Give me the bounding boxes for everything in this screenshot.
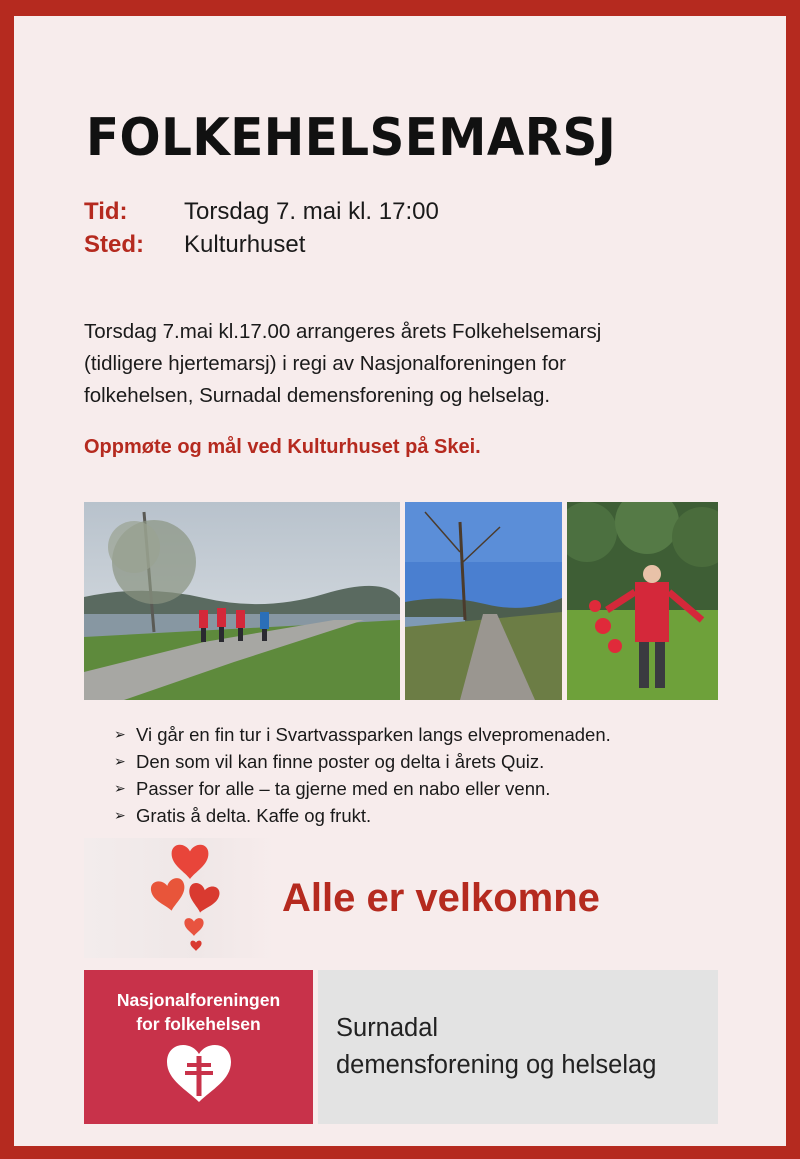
heart-icon <box>150 877 189 914</box>
heart-icon <box>172 845 209 879</box>
time-value: Torsdag 7. mai kl. 17:00 <box>184 198 439 225</box>
description-line: folkehelsen, Surnadal demensforening og helselag. <box>84 384 551 407</box>
welcome-heading: Alle er velkomne <box>282 876 600 920</box>
arrowhead-bullet-icon: ➢ <box>114 753 126 769</box>
list-item: ➢ Passer for alle – ta gjerne med en nabo eller venn. <box>114 775 611 802</box>
heart-icon <box>190 941 201 951</box>
arrowhead-bullet-icon: ➢ <box>114 780 126 796</box>
photo-group-walking <box>84 502 400 700</box>
time-label: Tid: <box>84 198 128 225</box>
meeting-point: Oppmøte og mål ved Kulturhuset på Skei. <box>84 436 481 458</box>
heart-icon <box>185 882 221 916</box>
local-org-name-line1: Surnadal <box>336 1014 439 1042</box>
arrowhead-bullet-icon: ➢ <box>114 807 126 823</box>
arrowhead-bullet-icon: ➢ <box>114 726 126 742</box>
hearts-decoration <box>84 838 274 958</box>
time-row <box>84 198 439 226</box>
logo-org-name-line2: for folkehelsen <box>136 1014 261 1034</box>
poster <box>14 16 786 1146</box>
description-line: (tidligere hjertemarsj) i regi av Nasjonalforeningen for <box>84 352 566 375</box>
list-item: ➢ Gratis å delta. Kaffe og frukt. <box>114 802 611 829</box>
event-description <box>84 316 704 412</box>
list-item: ➢ Vi går en fin tur i Svartvassparken langs elvepromenaden. <box>114 721 611 748</box>
photo-path-tree <box>405 502 562 700</box>
place-value: Kulturhuset <box>184 231 306 258</box>
nasjonalforeningen-logo <box>84 970 313 1124</box>
photo-man-balloons <box>567 502 718 700</box>
description-line: Torsdag 7.mai kl.17.00 arrangeres årets Folkehelsemarsj <box>84 320 602 343</box>
poster-title: FOLKEHELSEMARSJ <box>86 108 617 168</box>
surnadal-logo <box>318 970 718 1124</box>
info-bullet-list <box>114 721 611 829</box>
local-org-name-line2: demensforening og helselag <box>336 1051 657 1079</box>
heart-cross-icon <box>165 1040 233 1104</box>
place-label: Sted: <box>84 231 144 258</box>
place-row <box>84 231 305 259</box>
logo-org-name-line1: Nasjonalforeningen <box>116 990 281 1010</box>
heart-icon <box>184 918 203 936</box>
list-item: ➢ Den som vil kan finne poster og delta i årets Quiz. <box>114 748 611 775</box>
